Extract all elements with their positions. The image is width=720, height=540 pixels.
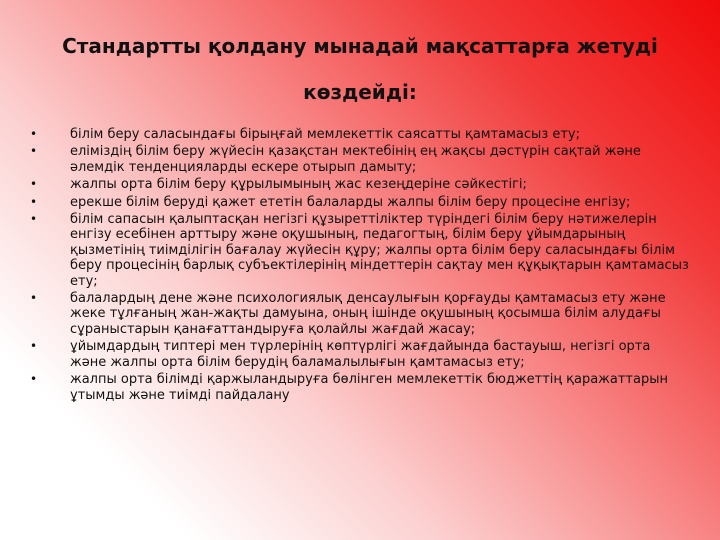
bullet-text: ұйымдардың типтері мен түрлерінің көптүрлігі жағдайында бастауыш, негізгі орта және жалпы орта білім берудің баламалылығын қамтамасыз ету; bbox=[70, 339, 651, 370]
bullet-text: еліміздің білім беру жүйесін қазақстан мектебінің ең жақсы дәстүрін сақтай және әлемдік тенденцияларды ескере отырып дамыту; bbox=[70, 144, 641, 175]
bullet-icon: • bbox=[30, 144, 38, 159]
bullet-item bbox=[26, 372, 690, 403]
bullet-icon: • bbox=[30, 194, 38, 209]
bullet-text: жалпы орта білімді қаржыландыруға бөлінген мемлекеттік бюджеттің қаражаттарын ұтымды және тиімді пайдалану bbox=[70, 372, 668, 403]
bullet-list bbox=[26, 127, 690, 405]
bullet-icon: • bbox=[30, 212, 38, 227]
bullet-text: білім беру саласындағы бірыңғай мемлекеттік саясатты қамтамасыз ету; bbox=[70, 127, 581, 142]
bullet-item bbox=[26, 291, 690, 337]
bullet-item bbox=[26, 127, 690, 142]
bullet-text: білім сапасын қалыптасқан негізгі құзыреттіліктер түріндегі білім беру нәтижелерін енгізу есебінен арттыру және оқушының, педагогтың, білім беру ұйымдарының қызметінің тиімділігін бағалау жүйесін құру; жалпы орта білім беру саласындағы білім беру процесінің барлық субъектілерінің міндеттерін сақтау мен құқықтарын қамтамасыз ету; bbox=[70, 212, 689, 289]
bullet-item bbox=[26, 144, 690, 175]
bullet-text: жалпы орта білім беру құрылымының жас кезеңдеріне сәйкестігі; bbox=[70, 177, 527, 193]
bullet-icon: • bbox=[30, 177, 38, 192]
bullet-icon: • bbox=[30, 339, 38, 354]
bullet-item bbox=[26, 177, 690, 192]
bullet-item bbox=[26, 195, 690, 210]
bullet-icon: • bbox=[30, 127, 38, 141]
slide-title-line-2: көздейді: bbox=[303, 80, 417, 104]
bullet-text: ерекше білім беруді қажет ететін балаларды жалпы білім беру процесіне енгізу; bbox=[70, 194, 631, 210]
bullet-item bbox=[26, 339, 690, 370]
bullet-icon: • bbox=[30, 372, 38, 387]
slide-title-line-1: Стандартты қолдану мынадай мақсаттарға жетуді bbox=[62, 34, 658, 58]
bullet-icon: • bbox=[30, 291, 38, 306]
bullet-text: балалардың дене және психологиялық денсаулығын қорғауды қамтамасыз ету және жеке тұлғаның жан-жақты дамуына, оның ішінде оқушының қосымша білім алудағы сұраныстарын қанағаттандыруға қолайлы жағдай жасау; bbox=[70, 291, 666, 337]
bullet-item bbox=[26, 212, 690, 289]
